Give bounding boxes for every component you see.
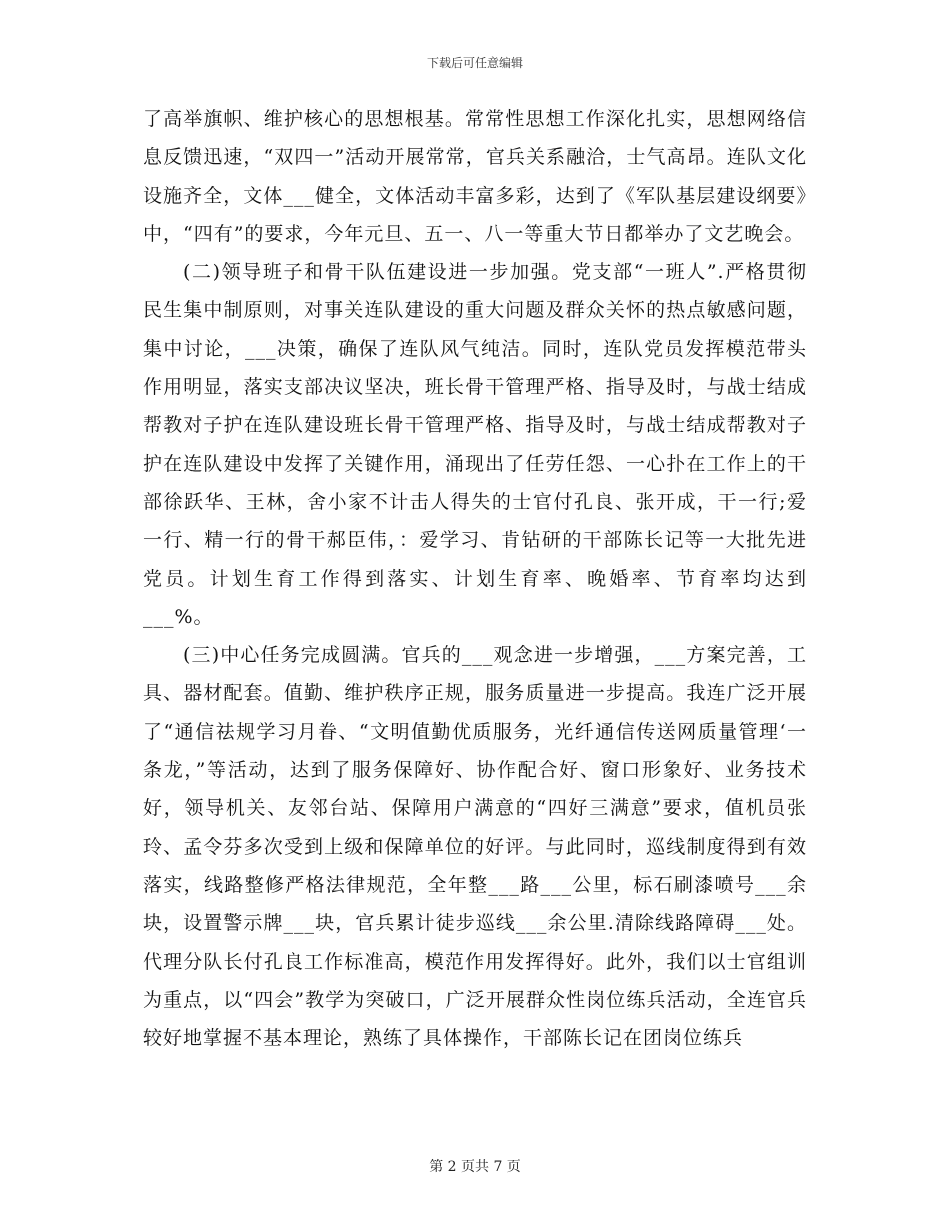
page-header: 下载后可任意编辑 xyxy=(426,56,523,70)
paragraph-leadership: (二)领导班子和骨干队伍建设进一步加强。党支部“一班人”.严格贯彻民生集中制原则，对事关连队建设的重大问题及群众关怀的热点敏感问题，集中讨论，___决策，确保了连队风气纯洁。同时，连队党员发挥模范带头作用明显，落实支部决议坚决，班长骨干管理严格、指导及时，与战士结成帮教对子护在连队建设班长骨干管理严格、指导及时，与战士结成帮教对子护在连队建设中发挥了关键作用，涌现出了任劳任怨、一心扑在工作上的干部徐跃华、王林，舍小家不计击人得失的士官付孔良、张开成，干一行;爱一行、精一行的骨干郝臣伟，：爱学习、肯钻研的干部陈长记等一大批先进党员。计划生育工作得到落实、计划生育率、晚婚率、节育率均达到___%。 xyxy=(143,261,807,628)
paragraph-continuation: 了高举旗帜、维护核心的思想根基。常常性思想工作深化扎实，思想网络信息反馈迅速，“双四一”活动开展常常，官兵关系融洽，士气高昂。连队文化设施齐全，文体___健全，文体活动丰富多彩，达到了《军队基层建设纲要》中，“四有”的要求，今年元旦、五一、八一等重大节日都举办了文艺晚会。 xyxy=(143,108,807,245)
page-number: 第 2 页共 7 页 xyxy=(429,1159,521,1175)
document-body xyxy=(143,100,807,1057)
paragraph-central-task: (三)中心任务完成圆满。官兵的___观念进一步增强，___方案完善，工具、器材配套。值勤、维护秩序正规，服务质量进一步提高。我连广泛开展了“通信祛规学习月眷、“文明值勤优质服务，光纤通信传送网质量管理‘一条龙，”等活动，达到了服务保障好、协作配合好、窗口形象好、业务技术好，领导机关、友邻台站、保障用户满意的“四好三满意”要求，值机员张玲、孟令芬多次受到上级和保障单位的好评。与此同时，巡线制度得到有效落实，线路整修严格法律规范，全年整___路___公里，标石刷漆喷号___余块，设置警示牌___块，官兵累计徒步巡线___余公里.清除线路障碍___处。代理分队长付孔良工作标准高，模范作用发挥得好。此外，我们以士官组训为重点，以“四会”教学为突破口，广泛开展群众性岗位练兵活动，全连官兵较好地掌握不基本理论，熟练了具体操作，干部陈长记在团岗位练兵 xyxy=(143,644,807,1050)
